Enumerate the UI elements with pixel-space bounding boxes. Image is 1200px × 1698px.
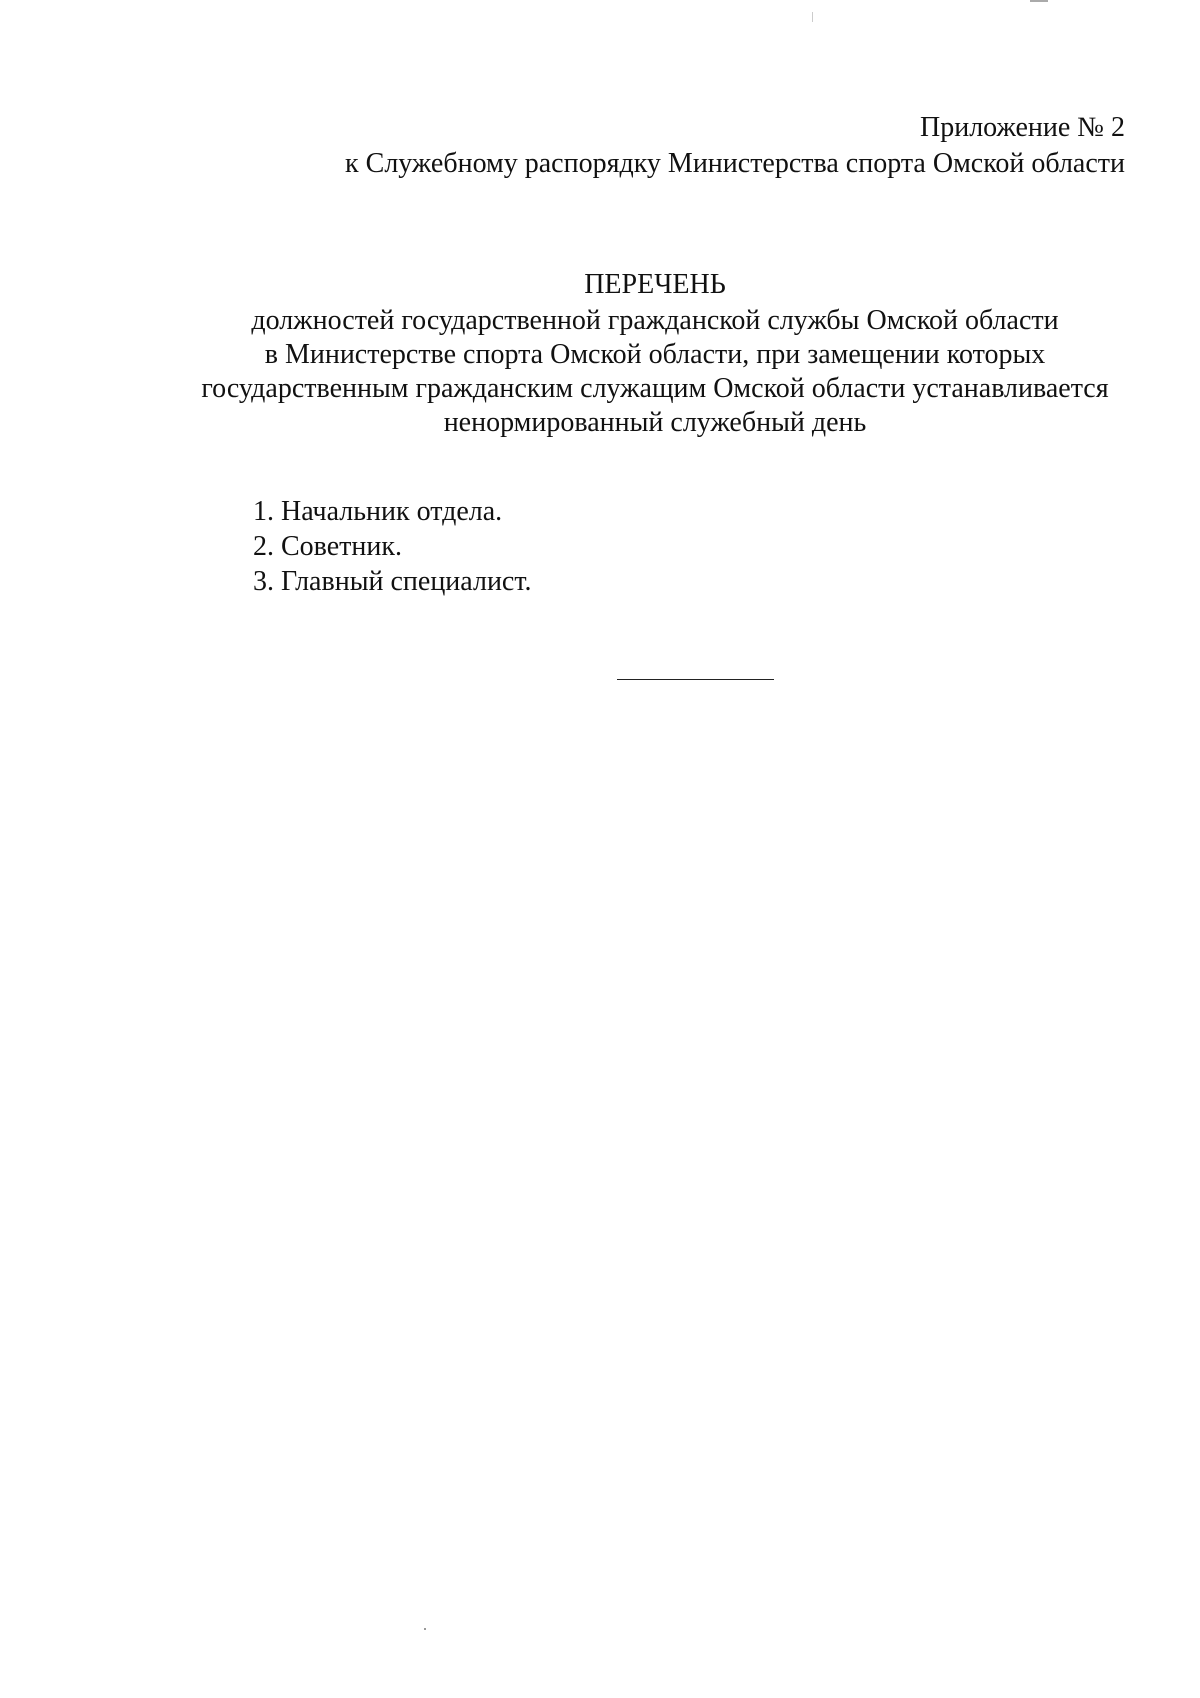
title-line: в Министерстве спорта Омской области, при замещении которых xyxy=(264,339,1046,370)
list-item: 2. Советник. xyxy=(253,531,402,562)
end-divider xyxy=(617,679,774,680)
title-heading: ПЕРЕЧЕНЬ xyxy=(584,269,726,300)
positions-list xyxy=(253,494,531,599)
appendix-reference: к Служебному распорядку Министерства спорта Омской области xyxy=(345,148,1125,179)
scan-speck xyxy=(812,12,813,22)
scan-speck xyxy=(1030,0,1048,2)
list-item: 3. Главный специалист. xyxy=(253,566,532,597)
title-line: должностей государственной гражданской службы Омской области xyxy=(251,305,1059,336)
title-line: ненормированный служебный день xyxy=(443,407,867,438)
appendix-number: Приложение № 2 xyxy=(920,112,1125,143)
appendix-header xyxy=(345,110,1125,182)
scan-speck xyxy=(424,1628,426,1630)
list-item: 1. Начальник отдела. xyxy=(253,496,503,527)
title-line: государственным гражданским служащим Омской области устанавливается xyxy=(201,373,1109,404)
document-title xyxy=(150,268,1160,440)
